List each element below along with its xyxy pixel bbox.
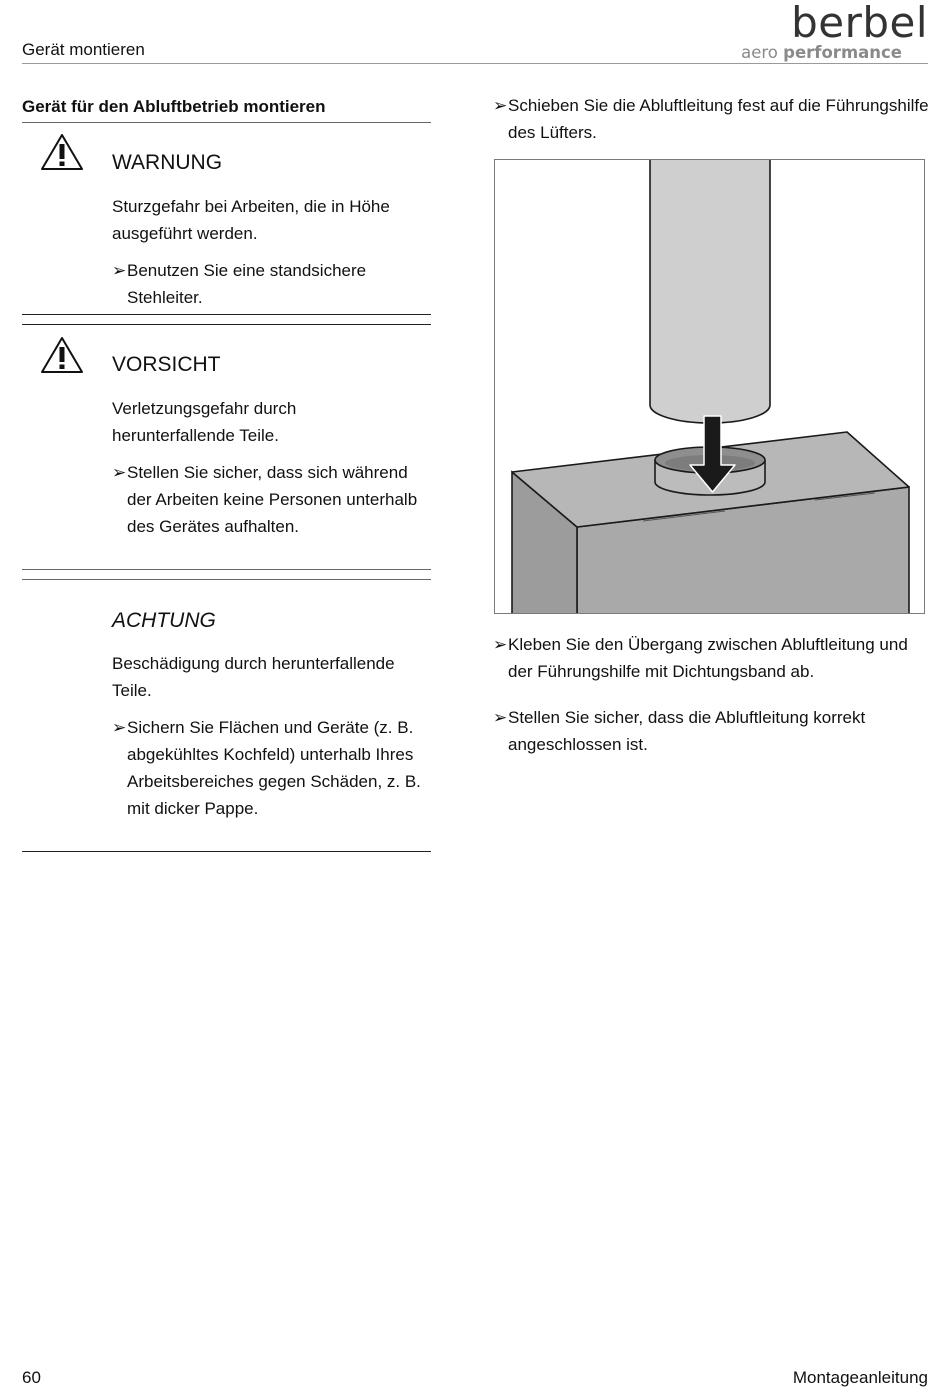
divider xyxy=(22,324,431,325)
arrow-bullet-icon: ➢ xyxy=(112,463,127,482)
arrow-bullet-icon: ➢ xyxy=(112,261,127,280)
arrow-bullet-icon: ➢ xyxy=(493,96,508,115)
header-divider xyxy=(22,63,928,64)
warning-triangle-icon xyxy=(40,133,84,171)
divider xyxy=(22,569,431,570)
tagline-bold: performance xyxy=(783,43,902,62)
section-heading: Gerät für den Abluftbetrieb montieren xyxy=(22,97,326,116)
step-3-text: Stellen Sie sicher, dass die Abluftleitung korrekt angeschlossen ist. xyxy=(508,708,866,754)
document-title: Montageanleitung xyxy=(792,1368,928,1387)
arrow-bullet-icon: ➢ xyxy=(493,708,508,727)
brand-tagline xyxy=(741,42,902,64)
warning-heading: WARNUNG xyxy=(112,151,223,174)
caution-action xyxy=(112,459,422,540)
step-2-text: Kleben Sie den Übergang zwischen Abluftleitung und der Führungshilfe mit Dichtungsband ab. xyxy=(508,635,908,681)
step-1-text: Schieben Sie die Abluftleitung fest auf die Führungshilfe des Lüfters. xyxy=(508,96,929,142)
tagline-light: aero xyxy=(741,43,784,62)
attention-action-text: Sichern Sie Flächen und Geräte (z. B. abgekühltes Kochfeld) unterhalb Ihres Arbeitsbereiches gegen Schäden, z. B. mit dicker Pappe. xyxy=(127,718,421,818)
installation-illustration xyxy=(494,159,925,614)
attention-text: Beschädigung durch herunterfallende Teile. xyxy=(112,654,395,700)
warning-action-text: Benutzen Sie eine standsichere Stehleiter. xyxy=(127,261,367,307)
exhaust-duct xyxy=(650,160,770,423)
duct-mounting-drawing xyxy=(495,160,925,614)
page-number: 60 xyxy=(22,1368,41,1387)
page-section-title: Gerät montieren xyxy=(22,40,145,59)
divider xyxy=(22,579,431,580)
divider xyxy=(22,122,431,123)
divider xyxy=(22,851,431,852)
brand-logo: berbel xyxy=(791,0,928,47)
step-3 xyxy=(493,704,933,758)
step-2 xyxy=(493,631,933,685)
attention-action xyxy=(112,714,422,822)
arrow-bullet-icon: ➢ xyxy=(493,635,508,654)
caution-text: Verletzungsgefahr durch herunterfallende Teile. xyxy=(112,399,297,445)
divider xyxy=(22,314,431,315)
warning-action xyxy=(112,257,422,311)
step-1 xyxy=(493,92,933,146)
attention-heading: ACHTUNG xyxy=(112,609,216,632)
caution-action-text: Stellen Sie sicher, dass sich während der Arbeiten keine Personen unterhalb des Gerätes aufhalten. xyxy=(127,463,418,536)
caution-triangle-icon xyxy=(40,336,84,374)
caution-heading: VORSICHT xyxy=(112,353,221,376)
warning-text: Sturzgefahr bei Arbeiten, die in Höhe ausgeführt werden. xyxy=(112,197,390,243)
arrow-bullet-icon: ➢ xyxy=(112,718,127,737)
